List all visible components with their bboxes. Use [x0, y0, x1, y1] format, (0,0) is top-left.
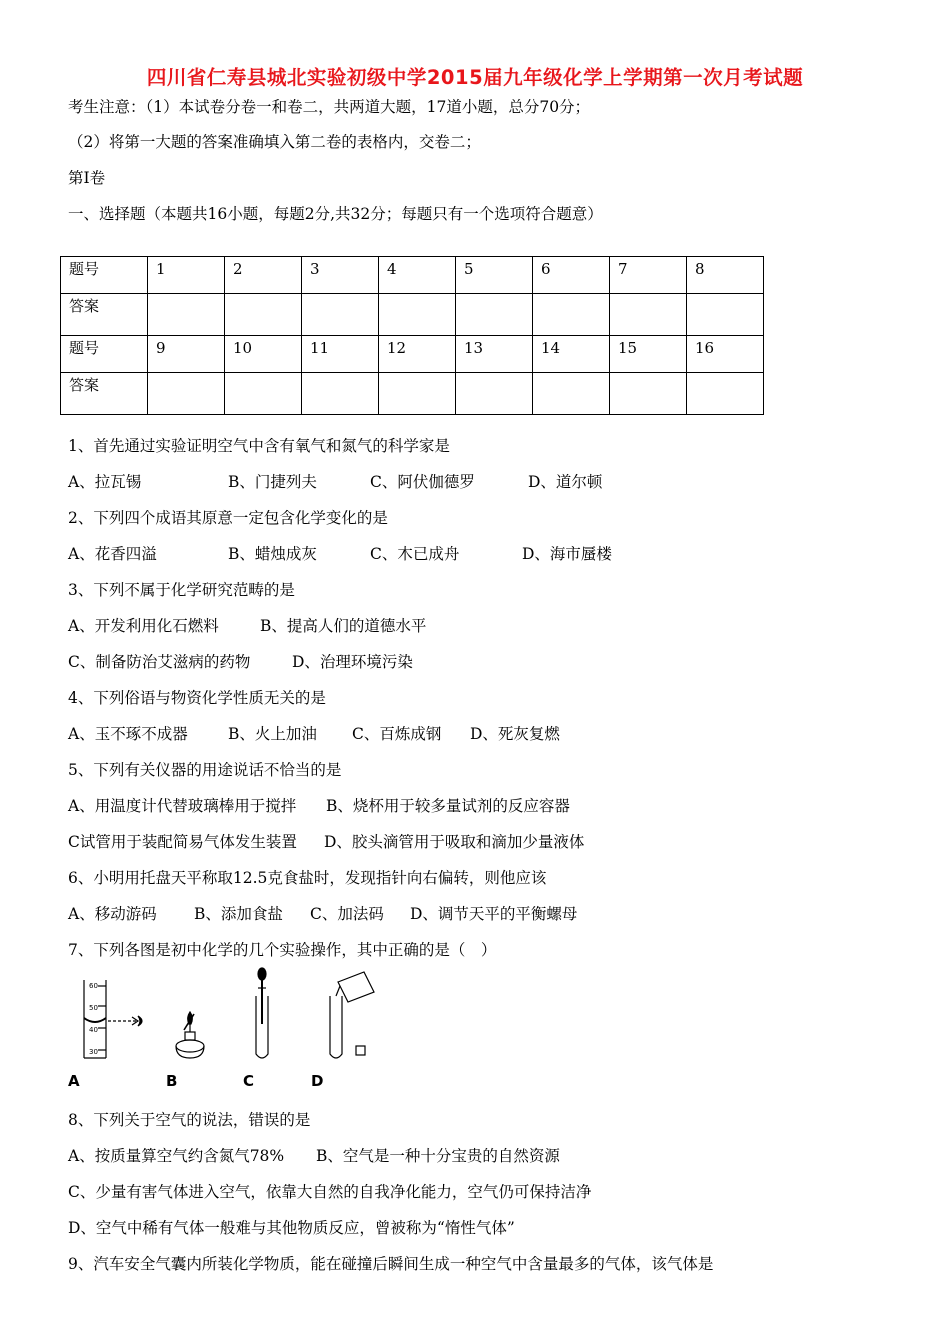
table-cell: 8	[687, 257, 764, 294]
answer-table	[60, 256, 764, 415]
volume-label: 第Ⅰ卷	[68, 169, 106, 187]
answer-cell[interactable]	[148, 373, 225, 415]
table-label-question: 题号	[61, 257, 148, 294]
table-label-answer: 答案	[61, 373, 148, 415]
question-4: 4、下列俗语与物资化学性质无关的是	[68, 689, 326, 707]
table-cell: 15	[610, 336, 687, 373]
option-d[interactable]: D、道尔顿	[528, 473, 603, 491]
table-cell: 6	[533, 257, 610, 294]
tick-label: 40	[89, 1026, 98, 1034]
option-b[interactable]: B、添加食盐	[194, 905, 283, 923]
section-heading: 一、选择题（本题共16小题，每题2分,共32分；每题只有一个选项符合题意）	[68, 205, 603, 223]
option-b[interactable]: B、火上加油	[228, 725, 317, 743]
options-5b	[68, 830, 584, 852]
dropper-test-tube-illustration	[256, 968, 268, 1058]
option-a[interactable]: A、开发利用化石燃料	[68, 617, 219, 635]
table-cell: 2	[225, 257, 302, 294]
option-a[interactable]: A、用温度计代替玻璃棒用于搅拌	[68, 797, 297, 815]
table-label-question: 题号	[61, 336, 148, 373]
table-cell: 4	[379, 257, 456, 294]
tick-label: 50	[89, 1004, 98, 1012]
table-cell: 7	[610, 257, 687, 294]
answer-cell[interactable]	[225, 373, 302, 415]
option-c[interactable]: C、制备防治艾滋病的药物	[68, 653, 251, 671]
option-c[interactable]: C试管用于装配简易气体发生装置	[68, 833, 297, 851]
table-cell: 13	[456, 336, 533, 373]
figure-label-c: C	[243, 1072, 255, 1090]
pouring-illustration	[330, 972, 374, 1058]
answer-cell[interactable]	[456, 294, 533, 336]
tick-label: 60	[89, 982, 98, 990]
table-cell: 14	[533, 336, 610, 373]
question-1: 1、首先通过实验证明空气中含有氧气和氮气的科学家是	[68, 437, 450, 455]
answer-cell[interactable]	[610, 294, 687, 336]
answer-cell[interactable]	[379, 373, 456, 415]
answer-cell[interactable]	[225, 294, 302, 336]
options-3b	[68, 650, 413, 672]
table-cell: 3	[302, 257, 379, 294]
option-d[interactable]: D、空气中稀有气体一般难与其他物质反应，曾被称为“惰性气体”	[68, 1219, 515, 1237]
option-d[interactable]: D、胶头滴管用于吸取和滴加少量液体	[324, 833, 585, 851]
option-b[interactable]: B、提高人们的道德水平	[260, 617, 427, 635]
tick-label: 30	[89, 1048, 98, 1056]
question-6: 6、小明用托盘天平称取12.5克食盐时，发现指针向右偏转，则他应该	[68, 869, 547, 887]
option-d[interactable]: D、治理环境污染	[292, 653, 413, 671]
answer-cell[interactable]	[302, 294, 379, 336]
exam-title: 四川省仁寿县城北实验初级中学2015届九年级化学上学期第一次月考试题	[146, 66, 804, 89]
table-cell: 9	[148, 336, 225, 373]
options-1	[68, 470, 602, 492]
options-2	[68, 542, 612, 564]
figure-label-b: B	[166, 1072, 178, 1090]
answer-cell[interactable]	[379, 294, 456, 336]
option-b[interactable]: B、空气是一种十分宝贵的自然资源	[316, 1147, 560, 1165]
options-4	[68, 722, 560, 744]
question-2: 2、下列四个成语其原意一定包含化学变化的是	[68, 509, 388, 527]
question-3: 3、下列不属于化学研究范畴的是	[68, 581, 295, 599]
answer-cell[interactable]	[302, 373, 379, 415]
table-cell: 12	[379, 336, 456, 373]
option-c[interactable]: C、少量有害气体进入空气，依靠大自然的自我净化能力，空气仍可保持洁净	[68, 1183, 592, 1201]
option-d[interactable]: D、海市蜃楼	[522, 545, 612, 563]
table-cell: 5	[456, 257, 533, 294]
option-b[interactable]: B、烧杯用于较多量试剂的反应容器	[326, 797, 570, 815]
question-7: 7、下列各图是初中化学的几个实验操作，其中正确的是（ ）	[68, 941, 497, 959]
figure-label-d: D	[311, 1072, 324, 1090]
note-2: （2）将第一大题的答案准确填入第二卷的表格内，交卷二；	[68, 133, 481, 151]
option-b[interactable]: B、蜡烛成灰	[228, 545, 317, 563]
question-9: 9、汽车安全气囊内所装化学物质，能在碰撞后瞬间生成一种空气中含量最多的气体，该气体是	[68, 1255, 714, 1273]
question-8: 8、下列关于空气的说法，错误的是	[68, 1111, 311, 1129]
cylinder-reading-illustration	[84, 980, 142, 1058]
option-c[interactable]: C、百炼成钢	[352, 725, 442, 743]
answer-cell[interactable]	[687, 373, 764, 415]
answer-cell[interactable]	[533, 294, 610, 336]
options-8a	[68, 1144, 560, 1166]
options-5a	[68, 794, 570, 816]
option-a[interactable]: A、拉瓦锡	[68, 473, 142, 491]
option-a[interactable]: A、移动游码	[68, 905, 157, 923]
options-6	[68, 902, 577, 924]
question-5: 5、下列有关仪器的用途说话不恰当的是	[68, 761, 342, 779]
figure-label-a: A	[68, 1072, 80, 1090]
answer-cell[interactable]	[148, 294, 225, 336]
table-label-answer: 答案	[61, 294, 148, 336]
option-a[interactable]: A、花香四溢	[68, 545, 157, 563]
answer-cell[interactable]	[533, 373, 610, 415]
table-cell: 16	[687, 336, 764, 373]
option-c[interactable]: C、阿伏伽德罗	[370, 473, 475, 491]
option-d[interactable]: D、调节天平的平衡螺母	[410, 905, 578, 923]
options-3a	[68, 614, 426, 636]
option-a[interactable]: A、按质量算空气约含氮气78%	[68, 1147, 285, 1165]
table-cell: 11	[302, 336, 379, 373]
answer-cell[interactable]	[687, 294, 764, 336]
answer-cell[interactable]	[456, 373, 533, 415]
note-1: 考生注意：（1）本试卷分卷一和卷二，共两道大题，17道小题，总分70分；	[68, 98, 591, 116]
alcohol-lamp-illustration	[176, 1012, 204, 1058]
table-cell: 10	[225, 336, 302, 373]
option-c[interactable]: C、加法码	[310, 905, 384, 923]
answer-cell[interactable]	[610, 373, 687, 415]
option-b[interactable]: B、门捷列夫	[228, 473, 317, 491]
option-d[interactable]: D、死灰复燃	[470, 725, 560, 743]
option-a[interactable]: A、玉不琢不成器	[68, 725, 188, 743]
table-cell: 1	[148, 257, 225, 294]
experiment-figure	[76, 966, 396, 1066]
option-c[interactable]: C、木已成舟	[370, 545, 460, 563]
